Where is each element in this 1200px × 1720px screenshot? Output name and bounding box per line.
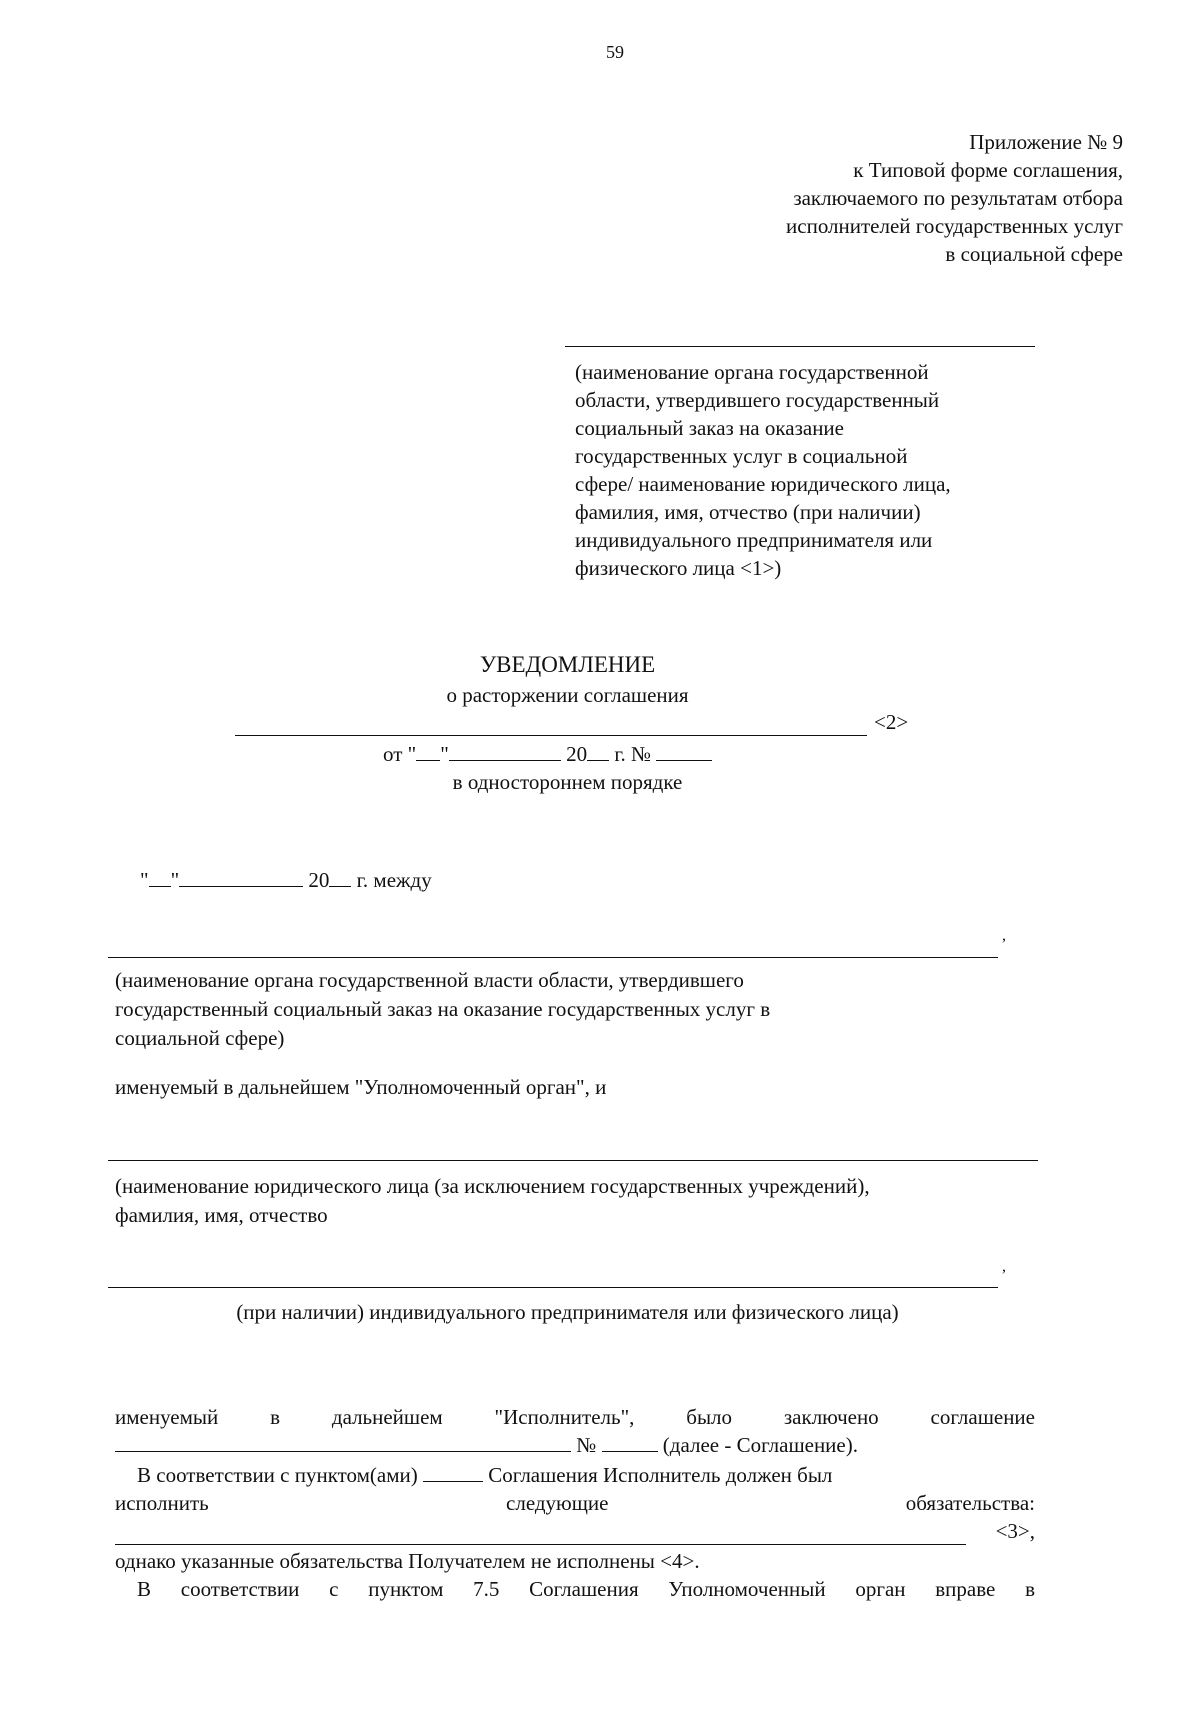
addressee-caption <box>575 358 1045 582</box>
quote-open: " <box>140 868 149 892</box>
appendix-line: Приложение № 9 <box>969 130 1123 154</box>
day-blank <box>149 868 171 887</box>
number-blank <box>602 1433 658 1452</box>
year-prefix: 20 <box>308 868 330 892</box>
quote-close: " <box>170 868 180 892</box>
quote-close: " <box>440 742 449 766</box>
caption-line: (наименование юридического лица (за исключением государственных учреждений), <box>115 1174 870 1198</box>
year-suffix: г. № <box>614 742 652 766</box>
addressee-blank-line <box>565 346 1035 347</box>
caption-line: социальный заказ на оказание <box>575 416 844 440</box>
paragraph-line <box>115 1461 1035 1489</box>
page-number: 59 <box>606 42 624 62</box>
caption-line: фамилия, имя, отчество <box>115 1203 328 1227</box>
caption-line: области, утвердившего государственный <box>575 388 940 412</box>
appendix-line: исполнителей государственных услуг <box>786 214 1123 238</box>
caption-line: (наименование органа государственной <box>575 360 929 384</box>
caption-line: государственных услуг в социальной <box>575 444 908 468</box>
appendix-line: к Типовой форме соглашения, <box>853 158 1123 182</box>
paragraph-line: однако указанные обязательства Получателем не исполнены <4>. <box>115 1549 700 1573</box>
caption-line: индивидуального предпринимателя или <box>575 528 933 552</box>
paragraph-text: (далее - Соглашение). <box>662 1433 858 1457</box>
executor-name-line <box>108 1160 1038 1161</box>
executor-caption-2: (при наличии) индивидуального предпринимателя или физического лица) <box>236 1300 899 1324</box>
paragraph-word: следующие <box>506 1491 609 1515</box>
number-blank <box>656 742 712 761</box>
caption-line: физического лица <1>) <box>575 556 782 580</box>
obligations-blank <box>115 1526 966 1545</box>
paragraph-text: В соответствии с пунктом(ами) <box>137 1463 418 1487</box>
executor-caption <box>115 1172 1035 1230</box>
executor-name-line-2 <box>108 1287 998 1288</box>
caption-line: сфере/ наименование юридического лица, <box>575 472 951 496</box>
paragraph-line <box>115 1431 1035 1459</box>
authority-alias-text: именуемый в дальнейшем "Уполномоченный орган", и <box>115 1075 607 1099</box>
paragraph-line <box>115 1517 1035 1545</box>
footnote-ref: <3>, <box>995 1519 1035 1543</box>
day-blank <box>416 742 440 761</box>
agreement-blank <box>115 1433 571 1452</box>
year-blank <box>329 868 351 887</box>
caption-line: фамилия, имя, отчество (при наличии) <box>575 500 921 524</box>
date-suffix: г. между <box>356 868 432 892</box>
paragraph-word: исполнить <box>115 1491 209 1515</box>
comma-mark: , <box>1002 1258 1006 1275</box>
unilateral-label: в одностороннем порядке <box>452 770 683 794</box>
paragraph-word: обязательства: <box>905 1491 1035 1515</box>
paragraph-line: именуемый в дальнейшем "Исполнитель", было заключено соглашение <box>115 1405 1035 1429</box>
clause-blank <box>423 1463 483 1482</box>
caption-line: государственный социальный заказ на оказание государственных услуг в <box>115 997 771 1021</box>
agreement-name-line <box>235 735 867 736</box>
authority-caption <box>115 966 1015 1053</box>
footnote-ref: <2> <box>874 710 909 734</box>
month-blank <box>179 868 303 887</box>
caption-line: социальной сфере) <box>115 1026 285 1050</box>
month-blank <box>449 742 561 761</box>
from-label: от " <box>383 742 417 766</box>
appendix-line: в социальной сфере <box>945 242 1123 266</box>
appendix-header <box>786 128 1123 268</box>
paragraph-line: В соответствии с пунктом 7.5 Соглашения Уполномоченный орган вправе в <box>137 1577 1035 1601</box>
agreement-date-row <box>140 868 432 893</box>
comma-mark: , <box>1002 927 1006 944</box>
authority-name-line <box>108 957 998 958</box>
document-subtitle: о расторжении соглашения <box>446 683 689 707</box>
notice-date-row <box>383 742 712 767</box>
caption-line: (наименование органа государственной власти области, утвердившего <box>115 968 744 992</box>
paragraph-text: Соглашения Исполнитель должен был <box>488 1463 833 1487</box>
year-prefix: 20 <box>566 742 588 766</box>
paragraph-line <box>115 1489 1035 1517</box>
document-title: УВЕДОМЛЕНИЕ <box>479 652 656 677</box>
year-blank <box>587 742 609 761</box>
appendix-line: заключаемого по результатам отбора <box>793 186 1123 210</box>
number-label: № <box>576 1433 597 1457</box>
